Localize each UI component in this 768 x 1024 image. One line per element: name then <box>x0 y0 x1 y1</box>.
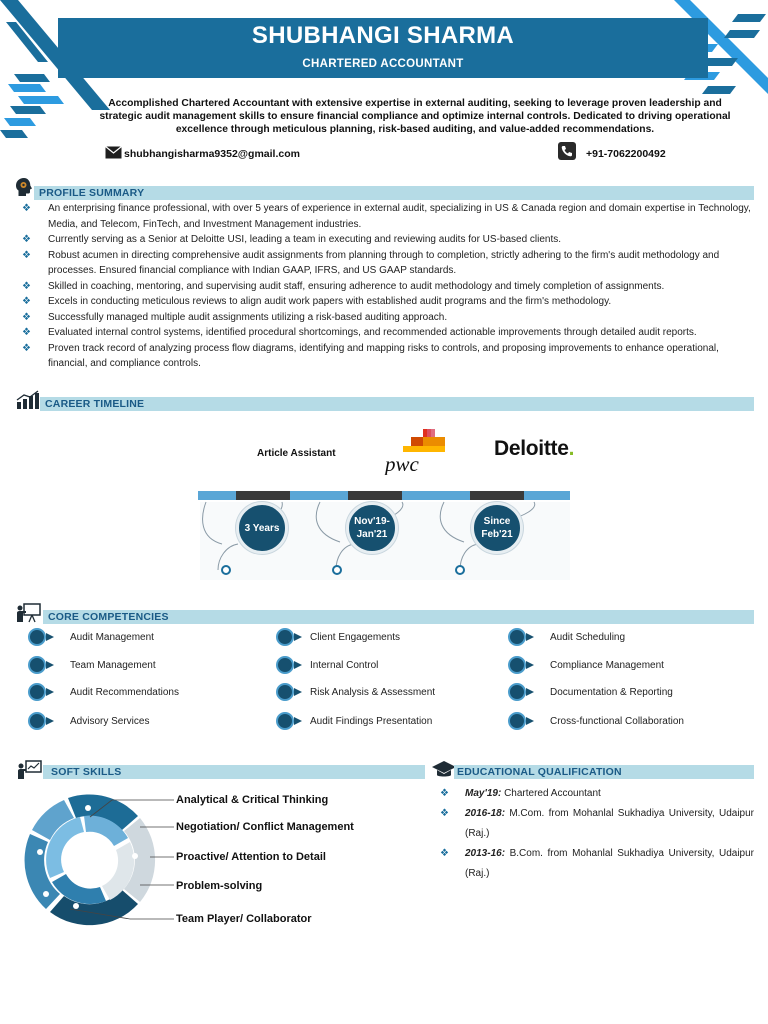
bullet-diamond-icon: ❖ <box>440 788 449 799</box>
list-item: ❖ Skilled in coaching, mentoring, and supervising audit staff, ensuring adherence to audit methodology and timely completion of assignments. <box>22 279 760 295</box>
arrow-circle-icon <box>508 712 542 730</box>
bullet-diamond-icon: ❖ <box>22 311 31 323</box>
timeline-section-title: CAREER TIMELINE <box>45 398 145 410</box>
competency-item: Audit Findings Presentation <box>276 712 432 730</box>
competency-item: Documentation & Reporting <box>508 683 673 701</box>
bullet-diamond-icon: ❖ <box>440 808 449 819</box>
arrow-circle-icon <box>276 628 310 646</box>
soft-skill-label: Team Player/ Collaborator <box>176 913 312 925</box>
competency-item: Client Engagements <box>276 628 400 646</box>
bullet-diamond-icon: ❖ <box>22 280 31 292</box>
list-item: ❖ Robust acumen in directing comprehensive audit assignments from planning through to completion, strictly adhering to the firm's audit methodology and processes. Ensured financial compliance with Indian GAAP, IFRS, and US GAAP standards. <box>22 249 720 276</box>
teacher-icon <box>17 760 43 780</box>
soft-skills-section-title: SOFT SKILLS <box>51 766 122 778</box>
competency-item: Advisory Services <box>28 712 149 730</box>
deloitte-logo <box>494 437 574 461</box>
profile-bullet-list <box>22 201 760 372</box>
timeline-dot <box>332 565 342 575</box>
soft-skill-label: Negotiation/ Conflict Management <box>176 821 354 833</box>
list-item: ❖ An enterprising finance professional, with over 5 years of experience in external audit, specializing in US & Canada region and domain expertise in Technology, Media, and Telecom, FinTech, and Investment Management industries. <box>22 203 751 230</box>
timeline-milestone: 3 Years <box>236 502 288 554</box>
phone-number[interactable]: +91-7062200492 <box>586 148 666 160</box>
competency-item: Audit Recommendations <box>28 683 179 701</box>
deloitte-logo-text: Deloitte <box>494 437 569 460</box>
bullet-diamond-icon: ❖ <box>22 296 31 307</box>
bullet-diamond-icon: ❖ <box>22 203 31 214</box>
timeline-dot <box>455 565 465 575</box>
arrow-circle-icon <box>28 712 62 730</box>
list-item: ❖ Currently serving as a Senior at Deloitte USI, leading a team in executing and reviewing audits for US-based clients. <box>22 232 760 248</box>
competency-item: Internal Control <box>276 656 378 674</box>
candidate-name: SHUBHANGI SHARMA <box>251 22 515 49</box>
education-item: ❖ 2016-18: M.Com. from Mohanlal Sukhadiya University, Udaipur (Raj.) <box>440 804 754 844</box>
education-section-title: EDUCATIONAL QUALIFICATION <box>457 766 622 778</box>
bullet-diamond-icon: ❖ <box>22 249 31 261</box>
bullet-diamond-icon: ❖ <box>440 848 449 859</box>
email-address[interactable]: shubhangisharma9352@gmail.com <box>124 148 300 160</box>
deloitte-dot: . <box>568 437 575 460</box>
soft-skill-label: Proactive/ Attention to Detail <box>176 851 326 863</box>
summary-statement: Accomplished Chartered Accountant with extensive expertise in external auditing, seeking to leverage proven leadership and strategic audit management skills to ensure financial compliance and optimize internal controls. Dedicated to driving operational excellence through meticulous planning, risk-based auditing, and value-added recommendations. <box>99 98 731 136</box>
timeline-milestone: Nov'19- Jan'21 <box>346 502 398 554</box>
timeline-section-bar <box>40 397 754 411</box>
competencies-section-title: CORE COMPETENCIES <box>48 611 169 623</box>
soft-skills-leader-lines <box>60 795 180 925</box>
arrow-circle-icon <box>276 683 310 701</box>
competency-item: Team Management <box>28 656 156 674</box>
bullet-diamond-icon: ❖ <box>22 234 31 245</box>
arrow-circle-icon <box>28 683 62 701</box>
education-item: ❖ 2013-16: B.Com. from Mohanlal Sukhadiya University, Udaipur (Raj.) <box>440 844 754 884</box>
arrow-circle-icon <box>28 628 62 646</box>
list-item: ❖ Excels in conducting meticulous reviews to align audit work papers with established audit programs and the firm's methodology. <box>22 294 760 310</box>
timeline-dot <box>221 565 231 575</box>
pwc-logo-text: pwc <box>385 452 419 475</box>
list-item: ❖ Successfully managed multiple audit assignments utilizing a risk-based auditing approach. <box>22 310 760 326</box>
arrow-circle-icon <box>508 628 542 646</box>
arrow-circle-icon <box>508 656 542 674</box>
envelope-icon <box>105 146 122 159</box>
profile-section-title: PROFILE SUMMARY <box>39 187 145 199</box>
timeline-milestone: Since Feb'21 <box>471 502 523 554</box>
head-gears-icon <box>14 177 34 197</box>
bar-chart-icon <box>16 390 40 410</box>
bullet-diamond-icon: ❖ <box>22 327 31 338</box>
soft-skill-label: Problem-solving <box>176 880 263 892</box>
arrow-circle-icon <box>28 656 62 674</box>
competency-item: Risk Analysis & Assessment <box>276 683 435 701</box>
phone-icon <box>558 142 576 160</box>
arrow-circle-icon <box>508 683 542 701</box>
education-item: ❖ May'19: Chartered Accountant <box>440 784 754 804</box>
pwc-logo <box>383 427 449 475</box>
competency-item: Audit Scheduling <box>508 628 625 646</box>
arrow-circle-icon <box>276 656 310 674</box>
bullet-diamond-icon: ❖ <box>22 342 31 354</box>
candidate-title: CHARTERED ACCOUNTANT <box>302 58 464 70</box>
arrow-circle-icon <box>276 712 310 730</box>
competency-item: Compliance Management <box>508 656 664 674</box>
competency-item: Audit Management <box>28 628 154 646</box>
competency-item: Cross-functional Collaboration <box>508 712 684 730</box>
soft-skill-label: Analytical & Critical Thinking <box>176 794 329 806</box>
list-item: ❖ Proven track record of analyzing process flow diagrams, identifying and mapping risks to controls, and proposing improvements to enhance operational, financial, and compliance controls. <box>22 342 719 369</box>
presentation-board-icon <box>16 603 42 623</box>
list-item: ❖ Evaluated internal control systems, identified procedural shortcomings, and recommended actionable improvements through detailed audit reports. <box>22 325 760 341</box>
role-label: Article Assistant <box>257 448 336 459</box>
